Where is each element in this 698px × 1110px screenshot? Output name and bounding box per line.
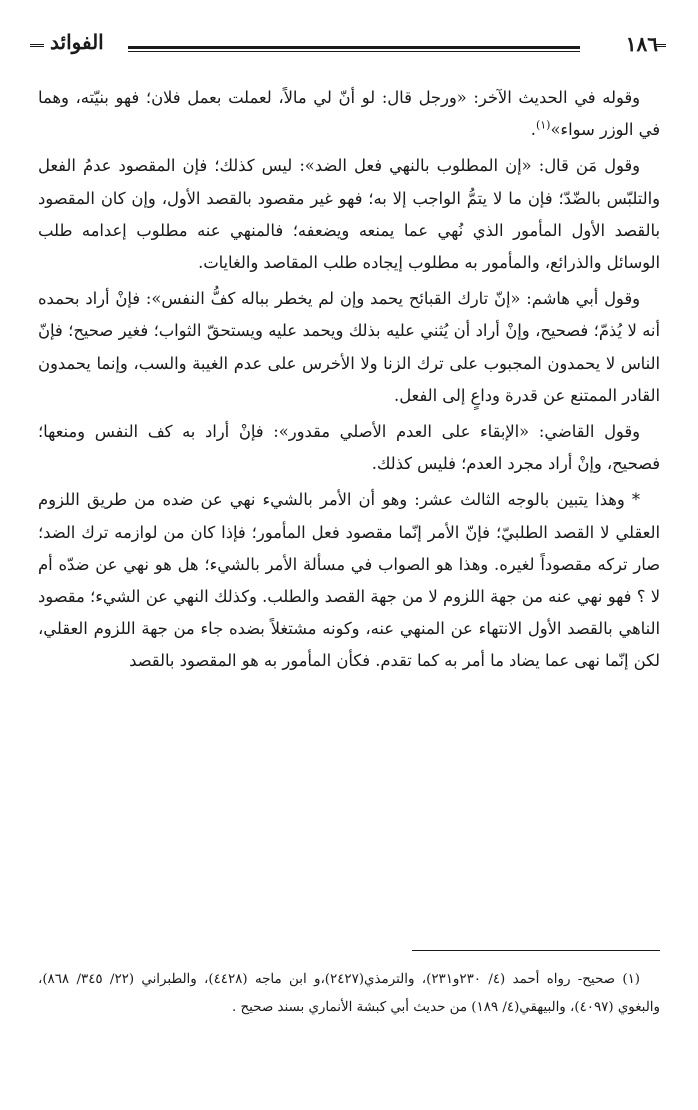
page-header (30, 28, 666, 68)
paragraph: وقوله في الحديث الآخر: «ورجل قال: لو أنّ لي مالاً، لعملت بعمل فلان؛ فهو بنيّته، وهما في الوزر سواء»$^{(١)}$. (38, 88, 660, 140)
footnote: (١) صحيح- رواه أحمد (٤/ ٢٣٠و٢٣١)، والترمذي(٢٤٢٧)،و ابن ماجه (٤٤٢٨)، والطبراني (٢٢/ ٣٤٥/ ٨٦٨)، والبغوي (٤٠٩٧)، والبيهقي(٤/ ١٨٩) من حديث أبي كبشة الأنماري بسند صحيح . (38, 972, 660, 1015)
paragraph: وقول القاضي: «الإبقاء على العدم الأصلي مقدور»: فإنْ أراد به كف النفس ومنعها؛ فصحيح، وإنْ أراد مجرد العدم؛ فليس كذلك. (38, 422, 660, 474)
running-title: الفوائد (50, 30, 104, 54)
paragraph: وقول أبي هاشم: «إنّ تارك القبائح يحمد وإن لم يخطر بباله كفُّ النفس»: فإنْ أراد بحمده أنه لا يُذمّ؛ فصحيح، وإنْ أراد أن يُثني عليه بذلك ويحمد عليه ويستحقّ الثواب؛ فغير صحيح؛ فإنّ الناس لا يحمدون المجبوب على ترك الزنا ولا الأخرس على عدم الغيبة والسب، وإنما يحمدون القادر الممتنع عن قدرة وداعٍ إلى الفعل. (38, 289, 660, 405)
footnote-reference: (١) (535, 118, 551, 132)
paragraph: وقول مَن قال: «إن المطلوب بالنهي فعل الضد»: ليس كذلك؛ فإن المقصود عدمُ الفعل والتلبّس بالضّدّ؛ فإن ما لا يتمُّ الواجب إلا به؛ فهو غير مقصود بالقصد الأول، وإن كان المقصود بالقصد الأول المأمور الذي نُهي عما يمنعه ويضعفه؛ فالمنهي عنه مطلوب إعدامه طلب الوسائل والذرائع، والمأمور به مطلوب إيجاده طلب المقاصد والغايات. (38, 156, 660, 273)
paragraph: * وهذا يتبين بالوجه الثالث عشر: وهو أن الأمر بالشيء نهي عن ضده من طريق اللزوم العقلي لا القصد الطلبيّ؛ فإنّ الأمر إنّما مقصود فعل المأمور؛ فإذا كان من لوازمه ترك الضد؛ صار تركه مقصوداً لغيره. وهذا هو الصواب في مسألة الأمر بالشيء؛ هل هو نهي عن ضدّه أم لا ؟ فهو نهي عنه من جهة اللزوم لا من جهة القصد والطلب. وكذلك النهي عن الشيء؛ مقصود الناهي بالقصد الأول الانتهاء عن المنهي عنه، وكونه مشتغلاً بضده جاء من جهة اللزوم العقلي، لكن إنّما نهى عما يضاد ما أمر به كما تقدم. فكأن المأمور به هو المقصود بالقصد (38, 490, 660, 671)
main-text (38, 82, 660, 682)
header-rule (128, 46, 580, 52)
footnotes (38, 966, 660, 1022)
page-number: ١٨٦ (625, 32, 658, 56)
paragraph-text: وقوله في الحديث الآخر: «ورجل قال: لو أنّ لي مالاً، لعملت بعمل فلان؛ فهو بنيّته، وهما في الوزر سواء» (38, 88, 660, 140)
footnote-separator (412, 950, 660, 951)
header-ornament-left (30, 44, 44, 49)
